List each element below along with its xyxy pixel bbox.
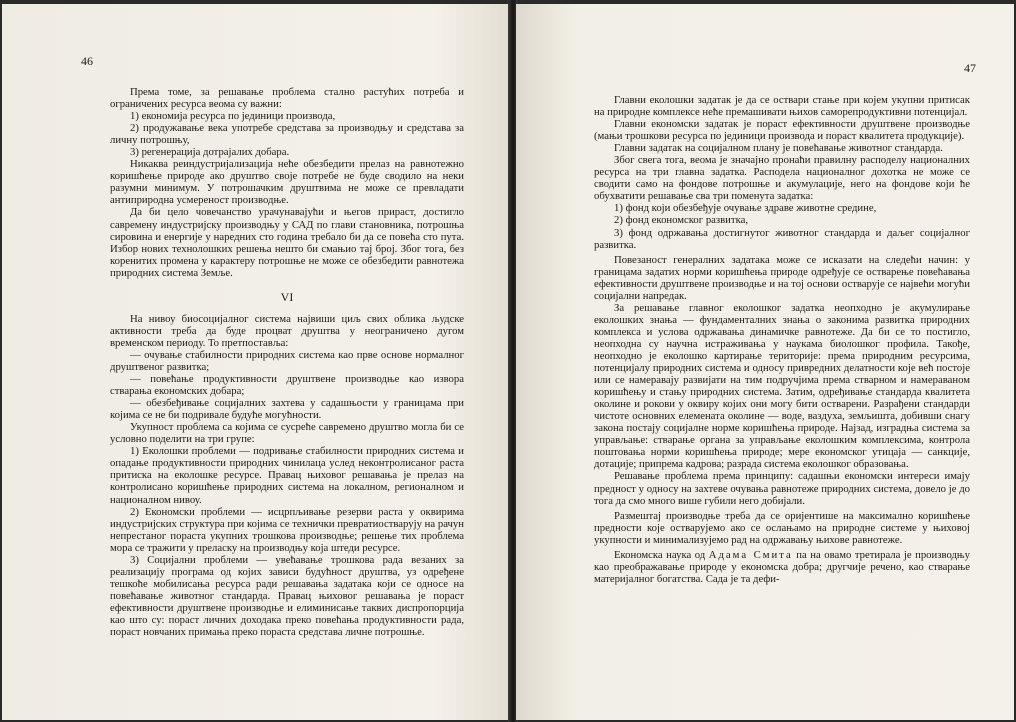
paragraph: — повећање продуктивности друштвене производње као извора стварања економских добара; bbox=[110, 373, 464, 398]
list-item: 3) фонд одржавања достигнутог животног стандарда и даљег социјалног развитка. bbox=[594, 226, 970, 251]
left-page bbox=[2, 4, 510, 720]
paragraph: Решавање проблема према принципу: садашњи економски интереси имају предност у односу на захтеве очувања равнотеже природних система, довело је до тога да смо много више губили него добијали. bbox=[594, 470, 970, 507]
page-number: 47 bbox=[964, 61, 976, 75]
paragraph: — очување стабилности природних система као прве основе нормалног друштвеног развитка; bbox=[110, 348, 464, 373]
paragraph: Главни задатак на социјалном плану је повећавање животног стандарда. bbox=[614, 142, 943, 155]
section-heading: VI bbox=[280, 289, 294, 304]
list-item: 1) економија ресурса по јединици производа, bbox=[130, 110, 336, 123]
author-name: Адама Смита bbox=[708, 548, 793, 561]
paragraph: — обезбеђивање социјалних захтева у садашњости у границама при којима се не би подривале будуће могућности. bbox=[110, 397, 464, 422]
list-item: 2) продужавање века употребе средстава за производњу и средстава за личну потрошњу, bbox=[110, 122, 464, 147]
list-item: 2) фонд економског развитка, bbox=[614, 214, 749, 227]
paragraph: Главни економски задатак је пораст ефективности друштвене производње (мањи трошкови ресурса по јединици производа и пораст квалитета продукције). bbox=[594, 118, 970, 143]
paragraph: 1) Еколошки проблеми — подривање стабилности природних система и опадање продуктивности природних чинилаца услед неконтролисаног раста притиска на еколошке ресурсе. Правац њиховог решавања је прелаз на контролисано коришћење природних система на локалном, регионалном и националном нивоу. bbox=[110, 445, 464, 506]
paragraph: Никаква реиндустријализација неће обезбедити прелаз на равнотежно коришћење природе ако друштво своје потребе не буде сводило на неки разумни минимум. У потрошачким друштвима не може се превладати антиприродна усмереност производње. bbox=[110, 158, 464, 207]
paragraph: На нивоу биосоцијалног система највиши циљ свих облика људске активности треба да буде процват друштва у неограничено дугом временском периоду. То претпоставља: bbox=[110, 312, 464, 349]
paragraph: Према томе, за решавање проблема стално растућих потреба и ограничених ресурса веома су важни: bbox=[110, 86, 464, 111]
paragraph: 2) Економски проблеми — исцрпљивање резерви раста у оквирима индустријских структура при којима се технички превратиостварују на рачун непрестаног пораста укупних трошкова производње; решење тих проблема мора се тражити у преласку на производњу која штеди ресурсе. bbox=[110, 505, 464, 554]
page-number: 46 bbox=[81, 54, 93, 68]
paragraph: Повезаност генералних задатака може се исказати на следећи начин: у границама задатих норми коришћења природе одређује се остварење повећавања ефективности друштвене производње и на тој основи остварује се највећи могући социјални напредак. bbox=[594, 253, 970, 302]
paragraph: Размештај производње треба да се оријентише на максимално коришћење предности које остварујемо ако се ослањамо на природне системе у њиховој укупности и минимализујемо рад на одржавању њихове равнотеже. bbox=[594, 509, 970, 546]
left-page-text bbox=[110, 86, 464, 638]
paragraph-rest: па на овамо третирала је производњу као преображавање природе у економска добра; другчије речено, као стварање материјалног богатства. Сада је та дефи- bbox=[594, 548, 970, 585]
paragraph: За решавање главног еколошког задатка неопходно је акумулирање еколошких знања — фундаменталних знања о законима развитка природних комплекса и услова одржавања динамичке равнотеже. Да би се то постигло, неопходна су научна истраживања у наукама биолошког профила. Такође, неопходно је еколошко картирање територије: према природним ресурсима, потенцијалу природних система и односу привредних делатности које већ постоје или се намеравају развијати на тим подручјима према стварном и намераваном коришћењу и стању природних система. Затим, одређивање стандарда квалитета околине и рокови у оквиру којих они могу бити остварени. Разрађени стандарди чистоте основних елемената околине — воде, ваздуха, земљишта, добивши снагу закона постају социјалне норме коришћења природе. Најзад, изградња система за управљање: стварање органа за управљање еколошким комплексима, контрола поштовања норми коришћења природе; мере економског утицаја — санкције, дотације; припрема кадрова; разрада система еколошког образовања. bbox=[594, 301, 970, 471]
right-page bbox=[516, 4, 1014, 720]
right-page-text bbox=[594, 94, 970, 585]
paragraph bbox=[594, 549, 970, 585]
paragraph: Због свега тога, веома је значајно пронаћи правилну расподелу националних ресурса на три главна задатка. Расподела националног дохотка не може се сводити само на фондове потрошње и акумулације, него на фондове који ће обухватити решавање сва три поменута задатка: bbox=[594, 154, 970, 203]
paragraph-start: Економска наука од bbox=[614, 548, 706, 561]
list-item: 3) регенерација дотрајалих добара. bbox=[130, 146, 290, 159]
list-item: 1) фонд који обезбеђује очување здраве животне средине, bbox=[614, 202, 877, 215]
paragraph: 3) Социјални проблеми — увећавање трошкова рада везаних за реализацију програма од којих зависи будућност друштва, уз одређене тешкоће мобилисања ресурса ради решавања задатака који се односе на повећавање животног стандарда. Правац њиховог решавања је пораст ефективности друштвене производње и елиминисање таквих диспропорција као што су: пораст личних доходака преко повећања продуктивности рада, пораст новчаних примања преко пораста средстава личне потрошње. bbox=[110, 553, 464, 639]
paragraph: Главни еколошки задатак је да се оствари стање при којем укупни притисак на природне комплексе неће премашивати њихов саморепродуктивни потенцијал. bbox=[594, 94, 970, 119]
paragraph: Да би цело човечанство урачунавајући и његов прираст, достигло савремену индустријску производњу у САД по глави становника, потрошња сировина и енергије у наредних сто година требало би да се повећа сто пута. Избор нових технолошких решења нешто би смањио тај број. Због тога, без коренитих промена у карактеру потрошње не може се обезбедити равнотежа природних система Земље. bbox=[110, 206, 464, 279]
paragraph: Укупност проблема са којима се сусреће савремено друштво могла би се условно поделити на три групе: bbox=[110, 421, 464, 446]
